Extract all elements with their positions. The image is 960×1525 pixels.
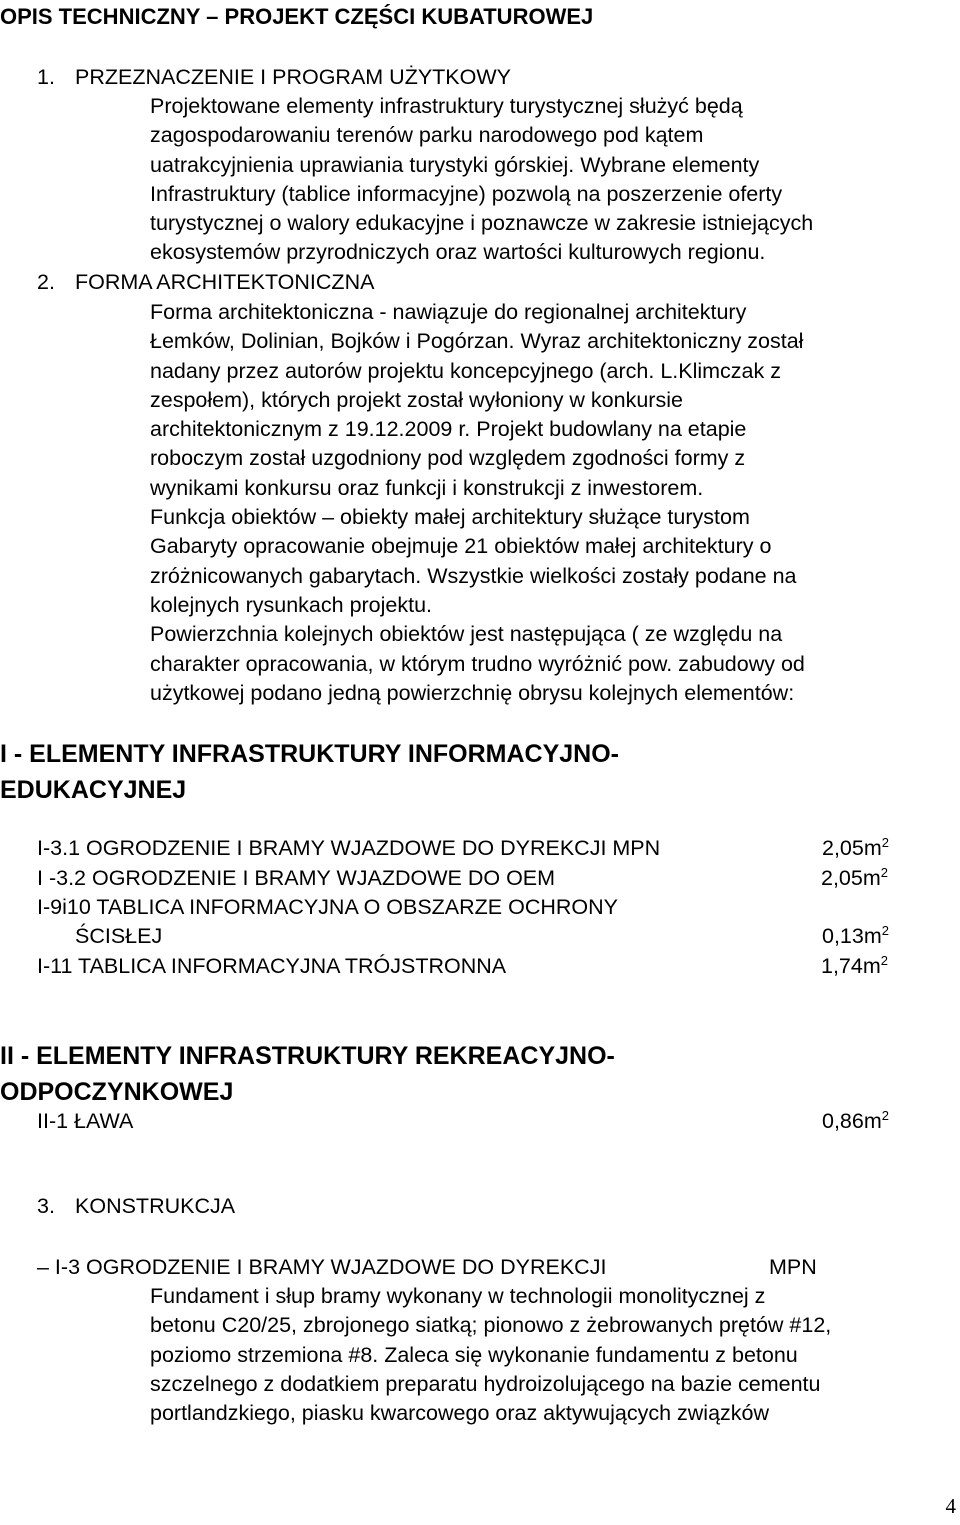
item-code: I-9i10 TABLICA INFORMACYJNA O OBSZARZE OCHRONY: [37, 895, 619, 919]
section-3-heading: [37, 1192, 235, 1221]
paragraph-line: Forma architektoniczna - nawiązuje do regionalnej architektury: [150, 300, 747, 324]
paragraph-line: uatrakcyjnienia uprawiania turystyki górskiej. Wybrane elementy: [150, 152, 760, 177]
paragraph-line: Powierzchnia kolejnych obiektów jest następująca ( ze względu na: [150, 622, 783, 647]
section-number: 1.: [37, 65, 55, 89]
section-title: KONSTRUKCJA: [75, 1194, 236, 1218]
category-1-heading: [0, 736, 900, 808]
paragraph-line: Fundament i słup bramy wykonany w technologii monolitycznej z: [150, 1284, 766, 1308]
paragraph-line: portlandzkiego, piasku kwarcowego oraz aktywujących związków: [150, 1401, 770, 1426]
paragraph-line: betonu C20/25, zbrojonego siatką; pionowo z żebrowanych prętów #12,: [150, 1313, 832, 1338]
subheading-text: – I-3 OGRODZENIE I BRAMY WJAZDOWE DO DYREKCJI: [37, 1255, 607, 1279]
subheading-tail: MPN: [769, 1255, 817, 1279]
item-area: $0,13m^2$: [822, 923, 889, 948]
item-code: I -3.2 OGRODZENIE I BRAMY WJAZDOWE DO OEM: [37, 866, 556, 890]
category-heading-line: ODPOCZYNKOWEJ: [0, 1078, 234, 1106]
item-area: $0,86m^2$: [822, 1108, 889, 1133]
area-item: [37, 893, 917, 953]
section-2-body: [150, 298, 950, 708]
section-number: 3.: [37, 1194, 55, 1218]
section-3-body: [150, 1282, 950, 1428]
item-area: $2,05m^2$: [822, 835, 889, 860]
paragraph-line: charakter opracowania, w którym trudno wyróżnić pow. zabudowy od: [150, 651, 805, 676]
item-area: $1,74m^2$: [821, 953, 888, 978]
paragraph-line: zespołem), których projekt został wyłoniony w konkursie: [150, 387, 683, 412]
paragraph-line: Funkcja obiektów – obiekty małej architektury służące turystom: [150, 505, 750, 530]
paragraph-line: użytkowej podano jedną powierzchnię obrysu kolejnych elementów:: [150, 680, 795, 705]
category-heading-line: EDUKACYJNEJ: [0, 776, 187, 804]
section-title: FORMA ARCHITEKTONICZNA: [75, 270, 375, 294]
paragraph-line: szczelnego z dodatkiem preparatu hydroizolującego na bazie cementu: [150, 1371, 821, 1396]
paragraph-line: architektonicznym z 19.12.2009 r. Projekt budowlany na etapie: [150, 417, 747, 442]
page-number: 4: [945, 1494, 956, 1518]
paragraph-line: Gabaryty opracowanie obejmuje 21 obiektów małej architektury o: [150, 534, 772, 559]
paragraph-line: roboczym został uzgodniony pod względem zgodności formy z: [150, 446, 746, 471]
paragraph-line: zagospodarowaniu terenów parku narodowego pod kątem: [150, 123, 704, 148]
category-2-heading: [0, 1038, 900, 1110]
paragraph-line: turystycznej o walory edukacyjne i poznawcze w zakresie istniejących: [150, 211, 814, 236]
paragraph-line: zróżnicowanych gabarytach. Wszystkie wielkości zostały podane na: [150, 563, 797, 588]
paragraph-line: ekosystemów przyrodniczych oraz wartości kulturowych regionu.: [150, 240, 766, 265]
category-heading-line: I - ELEMENTY INFRASTRUKTURY INFORMACYJNO-: [0, 740, 619, 768]
construction-subheading: [37, 1253, 937, 1282]
document-title: OPIS TECHNICZNY – PROJEKT CZĘŚCI KUBATUROWEJ: [0, 4, 594, 29]
item-code: I-11 TABLICA INFORMACYJNA TRÓJSTRONNA: [37, 954, 507, 978]
section-number: 2.: [37, 270, 55, 294]
section-1-heading: [37, 63, 511, 92]
section-1-body: [150, 92, 950, 268]
paragraph-line: poziomo strzemiona #8. Zaleca się wykonanie fundamentu z betonu: [150, 1342, 798, 1367]
item-code: I-3.1 OGRODZENIE I BRAMY WJAZDOWE DO DYREKCJI MPN: [37, 836, 661, 860]
section-title: PRZEZNACZENIE I PROGRAM UŻYTKOWY: [75, 65, 511, 89]
item-code: II-1 ŁAWA: [37, 1109, 134, 1133]
paragraph-line: nadany przez autorów projektu koncepcyjnego (arch. L.Klimczak z: [150, 358, 781, 383]
section-2-heading: [37, 268, 374, 297]
paragraph-line: Łemków, Dolinian, Bojków i Pogórzan. Wyraz architektoniczny został: [150, 329, 804, 354]
item-area: $2,05m^2$: [821, 865, 888, 890]
paragraph-line: Infrastruktury (tablice informacyjne) pozwolą na poszerzenie oferty: [150, 181, 783, 206]
category-heading-line: II - ELEMENTY INFRASTRUKTURY REKREACYJNO-: [0, 1042, 615, 1070]
paragraph-line: kolejnych rysunkach projektu.: [150, 592, 433, 617]
paragraph-line: Projektowane elementy infrastruktury turystycznej służyć będą: [150, 94, 743, 118]
paragraph-line: wynikami konkursu oraz funkcji i konstrukcji z inwestorem.: [150, 475, 704, 500]
item-code-continuation: ŚCISŁEJ: [75, 924, 163, 948]
